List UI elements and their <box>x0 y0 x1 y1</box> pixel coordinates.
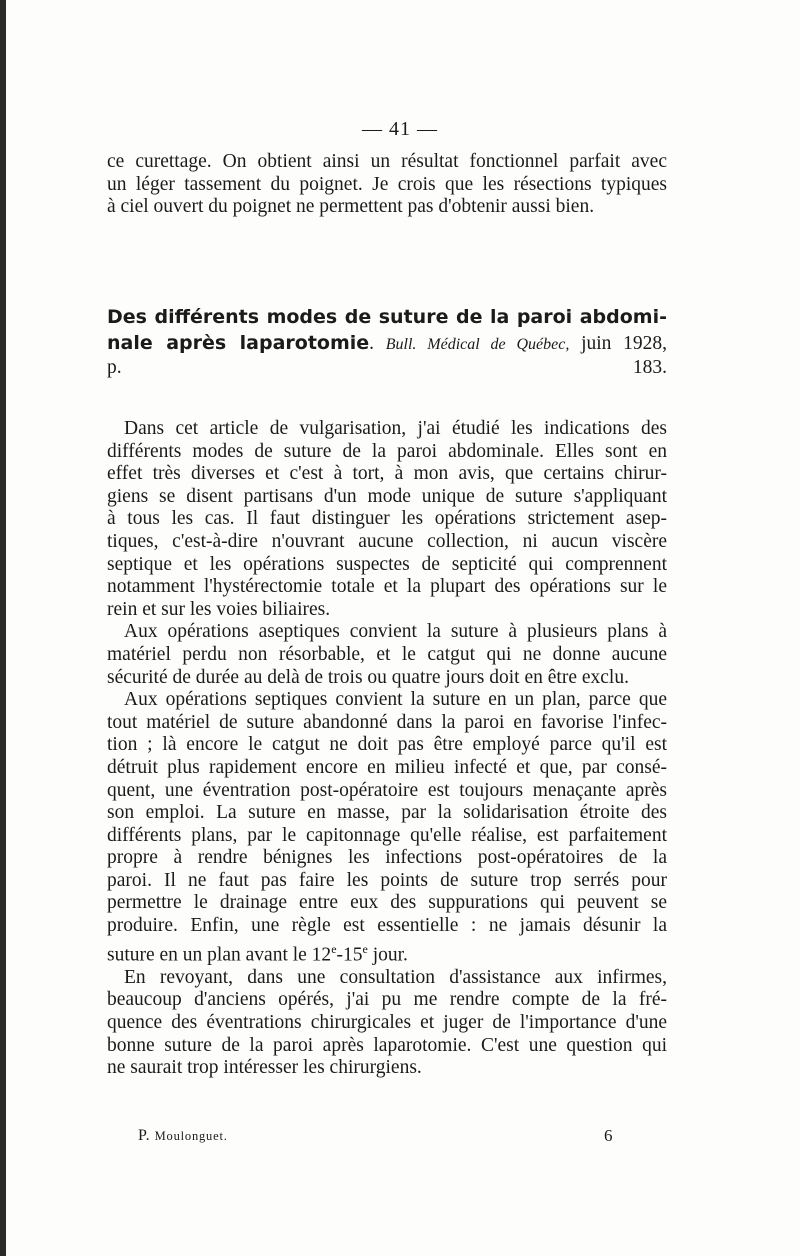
text-line: Aux opérations septiques convient la suture en un plan, parce que <box>124 689 667 711</box>
citation-date: juin 1928, <box>569 333 667 354</box>
signature-mark: 6 <box>604 1126 613 1145</box>
text-line: giens se disent partisans d'un mode unique de suture s'appliquant <box>107 485 667 507</box>
text-line: paroi. Il ne faut pas faire les points de suture trop serrés pour <box>107 869 667 891</box>
text-line: matériel perdu non résorbable, et le catgut qui ne donne aucune <box>107 643 667 665</box>
text-line: notamment l'hystérectomie totale et la plupart des opérations sur le <box>107 576 667 598</box>
paragraph <box>107 418 667 621</box>
text-line: son emploi. La suture en masse, par la solidarisation étroite des <box>107 802 667 824</box>
text-line: propre à rendre bénignes les infections post-opératoires de la <box>107 847 667 869</box>
text-line: produire. Enfin, une règle est essentielle : ne jamais désunir la <box>107 915 667 937</box>
author-signature <box>138 1127 228 1145</box>
text-line: Dans cet article de vulgarisation, j'ai étudié les indications des <box>124 418 667 439</box>
text-line: à tous les cas. Il faut distinguer les opérations strictement asep- <box>107 508 667 530</box>
paragraph <box>107 689 667 967</box>
text-line: différents modes de suture de la paroi abdominale. Elles sont en <box>107 440 667 462</box>
text-line: bonne suture de la paroi après laparotomie. C'est une question qui <box>107 1034 667 1056</box>
page-folio: — 41 — <box>362 118 438 140</box>
text-line: effet très diverses et c'est à tort, à mon avis, que certains chirur- <box>107 463 667 485</box>
heading-line-2 <box>107 330 667 357</box>
page-scan-edge <box>0 0 6 1256</box>
text-line: ce curettage. On obtient ainsi un résultat fonctionnel parfait avec <box>107 151 667 172</box>
text-line: septique et les opérations suspectes de septicité qui comprennent <box>107 553 667 575</box>
text-line: En revoyant, dans une consultation d'assistance aux infirmes, <box>124 966 667 988</box>
text-line: différents plans, par le capitonnage qu'elle réalise, est parfaitement <box>107 824 667 846</box>
text-line: quent, une éventration post-opératoire est toujours menaçante après <box>107 779 667 801</box>
article-body <box>107 418 667 1080</box>
article-heading <box>107 305 667 379</box>
text-line: Aux opérations aseptiques convient la suture à plusieurs plans à <box>124 621 667 643</box>
text-line: tout matériel de suture abandonné dans la paroi en favorise l'infec- <box>107 711 667 733</box>
citation-journal: Bull. Médical de Québec, <box>385 336 570 353</box>
text-line: tiques, c'est-à-dire n'ouvrant aucune collection, ni aucun viscère <box>107 530 667 552</box>
paragraph <box>107 621 667 689</box>
text-line: permettre le drainage entre eux des suppurations qui peuvent se <box>107 892 667 914</box>
author-name: Moulonguet. <box>154 1129 228 1143</box>
text-line: un léger tassement du poignet. Je crois que les résections typiques <box>107 173 667 195</box>
heading-title-end: nale après laparotomie <box>107 332 370 354</box>
text-line: à ciel ouvert du poignet ne permettent pas d'obtenir aussi bien. <box>107 196 595 218</box>
text-line: tion ; là encore le catgut ne doit pas être employé parce qu'il est <box>107 734 667 756</box>
heading-period: . <box>369 333 386 354</box>
heading-title-line: Des différents modes de suture de la paroi abdomi- <box>107 306 667 328</box>
paragraph <box>107 967 667 1080</box>
text-line: sécurité de durée au delà de trois ou quatre jours doit en être exclu. <box>107 666 629 688</box>
citation-page: p. 183. <box>107 357 667 378</box>
author-initial: P. <box>138 1127 155 1144</box>
text-line: suture en un plan avant le 12e-15e jour. <box>107 941 408 966</box>
text-line: ne saurait trop intéresser les chirurgiens. <box>107 1057 422 1079</box>
text-line: beaucoup d'anciens opérés, j'ai pu me rendre compte de la fré- <box>107 989 667 1011</box>
intro-paragraph <box>107 151 667 219</box>
text-line: quence des éventrations chirurgicales et juger de l'importance d'une <box>107 1011 667 1033</box>
text-line: détruit plus rapidement encore en milieu infecté et que, par consé- <box>107 756 667 778</box>
text-line: rein et sur les voies biliaires. <box>107 598 331 620</box>
